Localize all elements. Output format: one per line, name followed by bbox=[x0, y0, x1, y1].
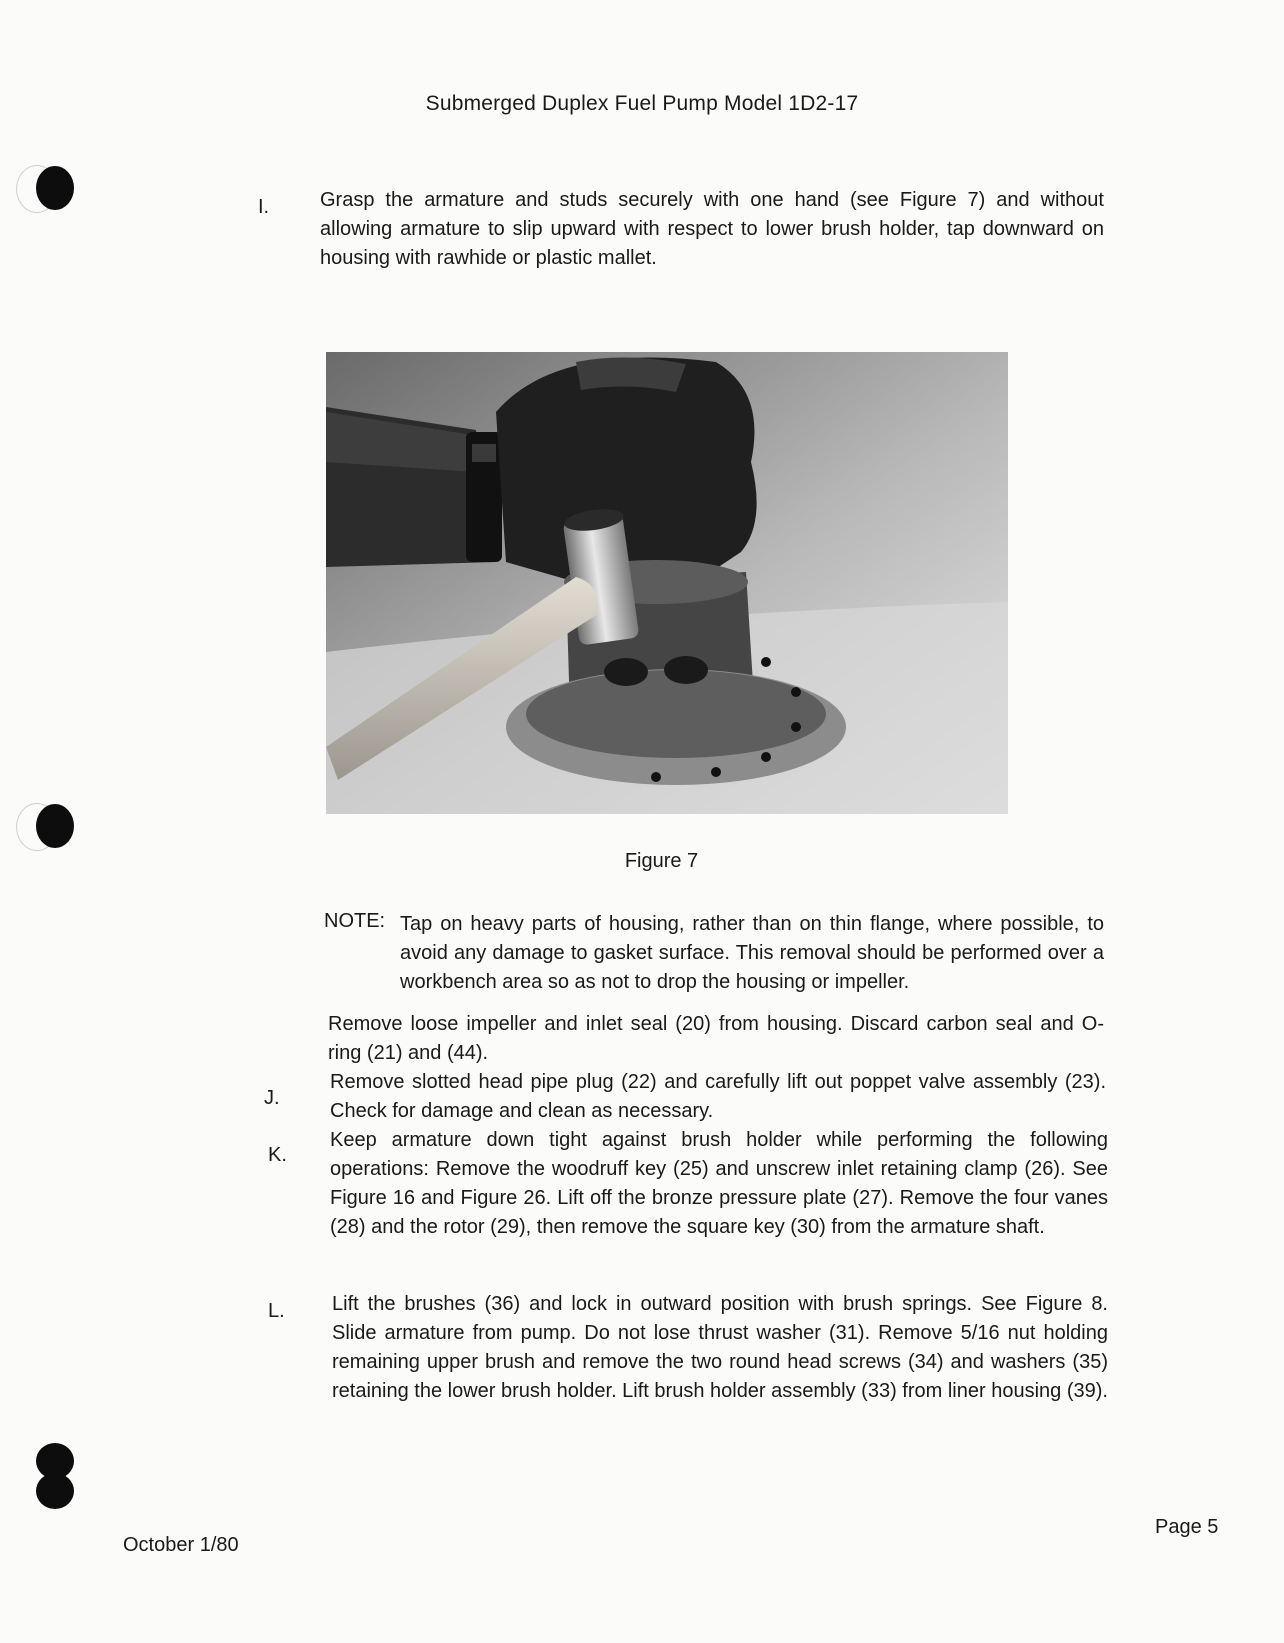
punch-hole-top bbox=[36, 166, 74, 210]
pump-disassembly-illustration bbox=[326, 352, 1008, 814]
footer-date: October 1/80 bbox=[123, 1534, 239, 1556]
page-header: Submerged Duplex Fuel Pump Model 1D2-17 bbox=[425, 92, 859, 115]
punch-hole-middle bbox=[36, 804, 74, 848]
step-letter-k: K. bbox=[268, 1144, 287, 1166]
punch-hole-bottom-lower bbox=[36, 1473, 74, 1509]
note-label: NOTE: bbox=[324, 910, 386, 932]
figure-7-photo bbox=[326, 352, 1008, 814]
step-letter-i: I. bbox=[258, 196, 270, 218]
step-i-text: Grasp the armature and studs securely with one hand (see Figure 7) and without allowing armature to slip upward with respect to lower brush holder, tap downward on housing with rawhide or plastic mallet. bbox=[320, 189, 1104, 269]
step-j-text: Remove slotted head pipe plug (22) and carefully lift out poppet valve assembly (23). Check for damage and clean as necessary. bbox=[330, 1071, 1106, 1122]
step-k-text: Keep armature down tight against brush holder while performing the following operations: Remove the woodruff key (25) and unscrew inlet retaining clamp (26). See Figure 16 and Figure 26. Lift off the bronze pressure plate (27). Remove the four vanes (28) and the rotor (29), then remove the square key (30) from the armature shaft. bbox=[330, 1129, 1108, 1238]
figure-7-caption: Figure 7 bbox=[624, 850, 699, 872]
step-letter-j: J. bbox=[264, 1087, 280, 1109]
step-i-continuation-text: Remove loose impeller and inlet seal (20) from housing. Discard carbon seal and O-ring (21) and (44). bbox=[328, 1013, 1104, 1064]
note-text: Tap on heavy parts of housing, rather than on thin flange, where possible, to avoid any damage to gasket surface. This removal should be performed over a workbench area so as not to drop the housing or impeller. bbox=[400, 913, 1104, 993]
step-l-text: Lift the brushes (36) and lock in outward position with brush springs. See Figure 8. Slide armature from pump. Do not lose thrust washer (31). Remove 5/16 nut holding remaining upper brush and remove the two round head screws (34) and washers (35) retaining the lower brush holder. Lift brush holder assembly (33) from liner housing (39). bbox=[332, 1293, 1108, 1402]
footer-page-number: Page 5 bbox=[1155, 1516, 1219, 1538]
step-letter-l: L. bbox=[268, 1300, 285, 1322]
